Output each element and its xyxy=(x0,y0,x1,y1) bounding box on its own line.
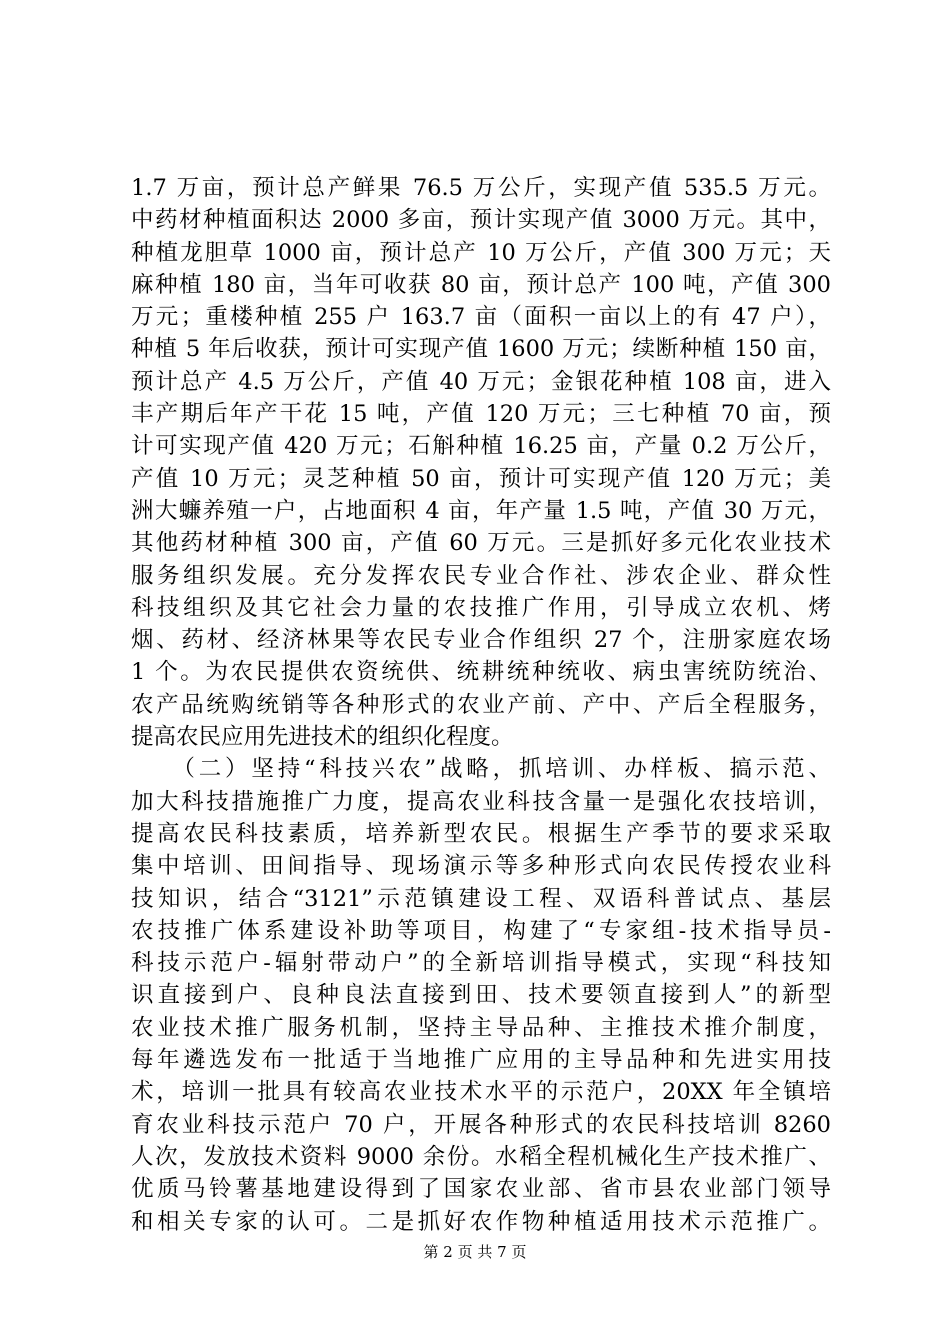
text-line: 麻种植 180 亩，当年可收获 80 亩，预计总产 100 吨，产值 300 xyxy=(131,271,831,298)
text-line: 术，培训一批具有较高农业技术水平的示范户，20XX 年全镇培 xyxy=(131,1079,831,1106)
text-line: 技知识，结合“3121”示范镇建设工程、双语科普试点、基层 xyxy=(131,885,831,912)
text-line: 科技组织及其它社会力量的农技推广作用，引导成立农机、烤 xyxy=(131,594,831,621)
text-line: 种植 5 年后收获，预计可实现产值 1600 万元；续断种植 150 亩， xyxy=(131,336,831,363)
text-line: 1.7 万亩，预计总产鲜果 76.5 万公斤，实现产值 535.5 万元。 xyxy=(131,175,831,201)
text-line: 种植龙胆草 1000 亩，预计总产 10 万公斤，产值 300 万元；天 xyxy=(131,239,831,266)
text-line: 预计总产 4.5 万公斤，产值 40 万元；金银花种植 108 亩，进入 xyxy=(131,368,831,395)
page-footer: 第 2 页 共 7 页 xyxy=(423,1243,527,1261)
text-line: 集中培训、田间指导、现场演示等多种形式向农民传授农业科 xyxy=(131,853,831,880)
text-line: 每年遴选发布一批适于当地推广应用的主导品种和先进实用技 xyxy=(131,1047,831,1074)
text-line: 中药材种植面积达 2000 多亩，预计实现产值 3000 万元。其中， xyxy=(131,207,831,234)
text-line: 农技推广体系建设补助等项目，构建了“专家组-技术指导员- xyxy=(131,917,831,944)
text-line: 丰产期后年产干花 15 吨，产值 120 万元；三七种植 70 亩，预 xyxy=(131,401,831,428)
text-line: 洲大蠊养殖一户，占地面积 4 亩，年产量 1.5 吨，产值 30 万元， xyxy=(131,497,831,524)
text-line: 农产品统购统销等各种形式的农业产前、产中、产后全程服务， xyxy=(131,691,831,718)
text-line: 农业技术推广服务机制，坚持主导品种、主推技术推介制度， xyxy=(131,1014,831,1041)
text-line: 育农业科技示范户 70 户，开展各种形式的农民科技培训 8260 xyxy=(131,1111,831,1138)
text-line: 识直接到户、良种良法直接到田、技术要领直接到人”的新型 xyxy=(131,982,831,1009)
text-line: 服务组织发展。充分发挥农民专业合作社、涉农企业、群众性 xyxy=(131,562,831,589)
text-line: 1 个。为农民提供农资统供、统耕统种统收、病虫害统防统治、 xyxy=(131,659,831,686)
text-line: 产值 10 万元；灵芝种植 50 亩，预计可实现产值 120 万元；美 xyxy=(131,465,831,492)
text-line: 人次，发放技术资料 9000 余份。水稻全程机械化生产技术推广、 xyxy=(131,1143,831,1170)
text-line: 加大科技措施推广力度，提高农业科技含量一是强化农技培训， xyxy=(131,788,831,815)
text-line: 烟、药材、经济林果等农民专业合作组织 27 个，注册家庭农场 xyxy=(131,627,831,654)
text-line: 提高农民科技素质，培养新型农民。根据生产季节的要求采取 xyxy=(131,820,831,847)
text-line: 计可实现产值 420 万元；石斛种植 16.25 亩，产量 0.2 万公斤， xyxy=(131,433,831,460)
text-line: 万元；重楼种植 255 户 163.7 亩（面积一亩以上的有 47 户）， xyxy=(131,304,831,331)
text-line: 和相关专家的认可。二是抓好农作物种植适用技术示范推广。 xyxy=(131,1208,831,1235)
text-line: 其他药材种植 300 亩，产值 60 万元。三是抓好多元化农业技术 xyxy=(131,530,831,557)
text-line: 提高农民应用先进技术的组织化程度。 xyxy=(131,724,514,751)
text-line: 科技示范户-辐射带动户”的全新培训指导模式，实现“科技知 xyxy=(131,950,831,977)
text-line: 优质马铃薯基地建设得到了国家农业部、省市县农业部门领导 xyxy=(131,1176,831,1203)
body-text xyxy=(131,172,831,1238)
text-line: （二）坚持“科技兴农”战略，抓培训、办样板、搞示范、 xyxy=(131,756,831,783)
